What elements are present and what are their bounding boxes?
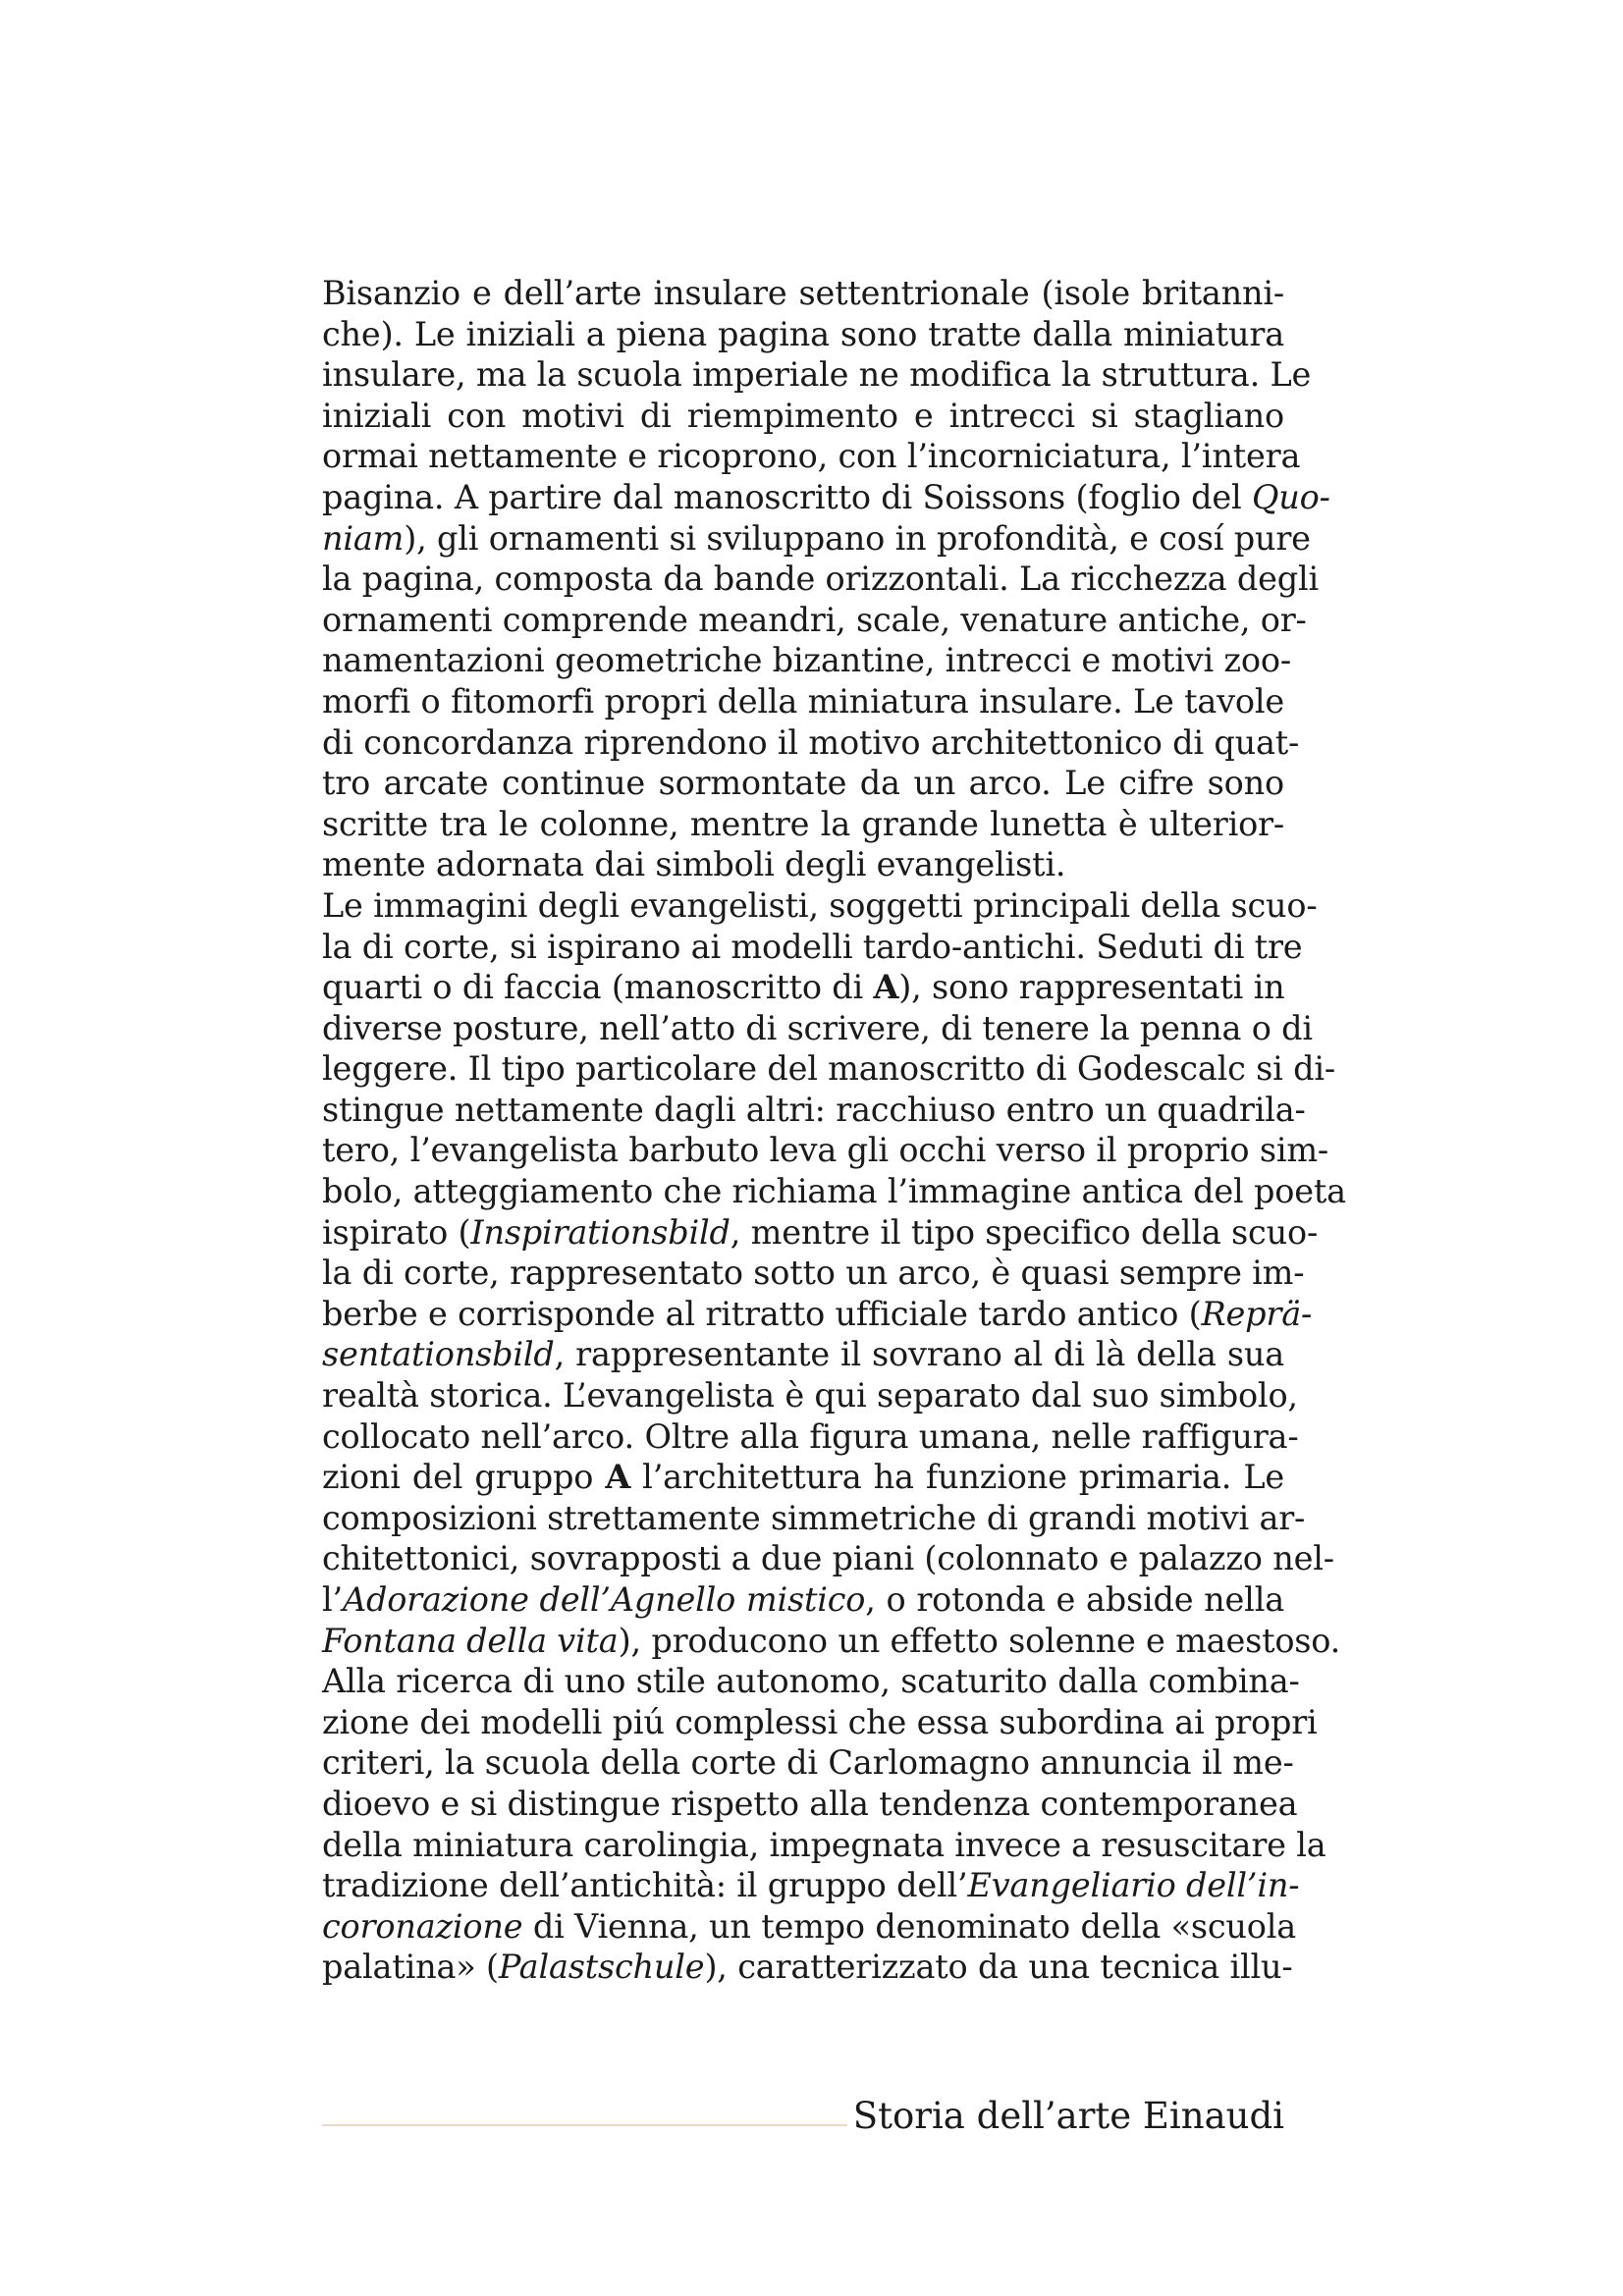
text-run: berbe e corrisponde al ritratto ufficiale tardo antico (	[322, 1294, 1202, 1333]
text-line	[322, 1090, 1306, 1131]
text-run: la di corte, si ispirano ai modelli tardo-antichi. Seduti di tre	[322, 927, 1303, 966]
text-run: che). Le iniziali a piena pagina sono tratte dalla miniatura	[322, 314, 1284, 353]
text-run: zioni del gruppo	[322, 1458, 606, 1497]
text-line	[322, 844, 1284, 885]
text-run: composizioni strettamente simmetriche di grandi motivi ar-	[322, 1498, 1306, 1537]
text-run: realtà storica. L’evangelista è qui separato dal suo simbolo,	[322, 1376, 1298, 1415]
text-line	[322, 477, 1330, 518]
text-line	[322, 885, 1318, 927]
text-run: diverse posture, nell’atto di scrivere, di tenere la penna o di	[322, 1008, 1313, 1047]
text-line	[322, 804, 1284, 845]
text-line	[322, 1579, 1284, 1621]
body-text	[322, 273, 1346, 1988]
text-line	[322, 1334, 1284, 1375]
text-line	[322, 600, 1307, 641]
text-run: ), gli ornamenti si sviluppano in profondità, e cosí pure	[404, 518, 1311, 558]
text-run: chitettonici, sovrapposti a due piani (colonnato e palazzo nel-	[322, 1539, 1334, 1578]
text-run: tero, l’evangelista barbuto leva gli occhi verso il proprio sim-	[322, 1131, 1329, 1170]
text-run: ), producono un effetto solenne e maestoso.	[618, 1621, 1341, 1660]
text-run: ), caratterizzato da una tecnica illu-	[704, 1948, 1293, 1987]
italic-text: Evangeliario dell’in-	[967, 1866, 1300, 1905]
text-run: mente adornata dai simboli degli evangelisti.	[322, 845, 1066, 884]
text-line	[322, 1457, 1284, 1498]
text-run: , mentre il tipo specifico della scuo-	[730, 1212, 1319, 1252]
text-run: criteri, la scuola della corte di Carlomagno annuncia il me-	[322, 1743, 1294, 1783]
text-line	[322, 1825, 1326, 1866]
text-line	[322, 1538, 1334, 1579]
text-run: morfi o fitomorfi propri della miniatura insulare. Le tavole	[322, 681, 1284, 721]
text-line	[322, 314, 1284, 355]
text-run: ornamenti comprende meandri, scale, venature antiche, or-	[322, 600, 1307, 639]
text-line	[322, 1742, 1294, 1784]
text-line	[322, 1865, 1300, 1906]
text-run: palatina» (	[322, 1948, 499, 1987]
text-line	[322, 1171, 1346, 1212]
italic-text: sentationsbild	[322, 1335, 555, 1374]
text-line	[322, 927, 1303, 968]
text-run: Bisanzio e dell’arte insulare settentrionale (isole britanni-	[322, 274, 1284, 312]
bold-text: A	[605, 1458, 631, 1497]
text-line	[322, 396, 1284, 437]
text-run: , rappresentante il sovrano al di là della sua	[554, 1335, 1284, 1374]
text-line	[322, 518, 1311, 560]
italic-text: Palastschule	[498, 1948, 705, 1987]
text-run: namentazioni geometriche bizantine, intrecci e motivi zoo-	[322, 641, 1291, 680]
text-line	[322, 1661, 1300, 1702]
italic-text: coronazione	[322, 1906, 523, 1946]
text-run: di Vienna, un tempo denominato della «scuola	[522, 1906, 1297, 1946]
text-line	[322, 681, 1284, 722]
text-run: Alla ricerca di uno stile autonomo, scaturito dalla combina-	[322, 1662, 1300, 1701]
text-run: stingue nettamente dagli altri: racchiuso entro un quadrila-	[322, 1090, 1306, 1129]
text-run: quarti o di faccia (manoscritto di	[322, 968, 874, 1007]
text-run: di concordanza riprendono il motivo architettonico di quat-	[322, 722, 1300, 762]
footer-title: Storia dell’arte Einaudi	[852, 2095, 1284, 2137]
text-run: la pagina, composta da bande orizzontali. La ricchezza degli	[322, 560, 1320, 599]
page-footer	[322, 2091, 1284, 2150]
italic-text: Reprä-	[1201, 1294, 1313, 1333]
bold-text: A	[873, 968, 899, 1007]
text-run: della miniatura carolingia, impegnata invece a resuscitare la	[322, 1825, 1326, 1864]
text-line	[322, 640, 1291, 681]
text-line	[322, 1294, 1313, 1335]
text-line	[322, 1906, 1297, 1948]
text-line	[322, 722, 1300, 764]
text-line	[322, 1048, 1335, 1090]
text-run: tro arcate continue sormontate da un arco. Le cifre sono	[322, 764, 1284, 803]
text-run: ), sono rappresentati in	[898, 968, 1285, 1007]
text-line	[322, 1130, 1329, 1171]
italic-text: Quo-	[1252, 477, 1330, 516]
italic-text: Fontana della vita	[322, 1621, 619, 1660]
text-run: bolo, atteggiamento che richiama l’immagine antica del poeta	[322, 1172, 1346, 1211]
italic-text: Adorazione dell’Agnello mistico	[342, 1580, 866, 1619]
text-run: Le immagini degli evangelisti, soggetti principali della scuo-	[322, 885, 1318, 925]
text-run: scritte tra le colonne, mentre la grande lunetta è ulterior-	[322, 804, 1284, 843]
text-line	[322, 559, 1320, 600]
text-line	[322, 1375, 1298, 1416]
text-run: tradizione dell’antichità: il gruppo dell’	[322, 1866, 968, 1905]
text-line	[322, 1621, 1341, 1662]
footer-rule	[322, 2124, 847, 2126]
text-run: insulare, ma la scuola imperiale ne modifica la struttura. Le	[322, 355, 1312, 395]
italic-text: niam	[322, 518, 405, 558]
italic-text: Inspirationsbild	[470, 1212, 730, 1252]
text-run: leggere. Il tipo particolare del manoscritto di Godescalc si di-	[322, 1049, 1335, 1089]
text-line	[322, 967, 1284, 1008]
text-run: iniziali con motivi di riempimento e intrecci si stagliano	[322, 396, 1284, 435]
text-run: l’architettura ha funzione primaria. Le	[630, 1458, 1284, 1497]
text-line	[322, 436, 1301, 477]
text-run: zione dei modelli piú complessi che essa subordina ai propri	[322, 1702, 1318, 1741]
text-run: , o rotonda e abside nella	[865, 1580, 1284, 1619]
text-run: dioevo e si distingue rispetto alla tendenza contemporanea	[322, 1784, 1298, 1823]
text-run: ormai nettamente e ricoprono, con l’incorniciatura, l’intera	[322, 437, 1301, 476]
text-line	[322, 1212, 1319, 1254]
text-line	[322, 1702, 1318, 1743]
text-line	[322, 273, 1284, 314]
text-line	[322, 1008, 1313, 1049]
text-line	[322, 1253, 1305, 1294]
text-run: pagina. A partire dal manoscritto di Soissons (foglio del	[322, 477, 1253, 516]
text-run: la di corte, rappresentato sotto un arco, è quasi sempre im-	[322, 1254, 1305, 1293]
text-line	[322, 763, 1284, 804]
text-run: collocato nell’arco. Oltre alla figura umana, nelle raffigura-	[322, 1416, 1299, 1456]
text-line	[322, 1498, 1306, 1539]
text-line	[322, 1784, 1298, 1825]
text-run: l’	[322, 1580, 343, 1619]
text-line	[322, 354, 1312, 396]
text-run: ispirato (	[322, 1212, 471, 1252]
text-line	[322, 1416, 1299, 1458]
text-line	[322, 1947, 1293, 1988]
